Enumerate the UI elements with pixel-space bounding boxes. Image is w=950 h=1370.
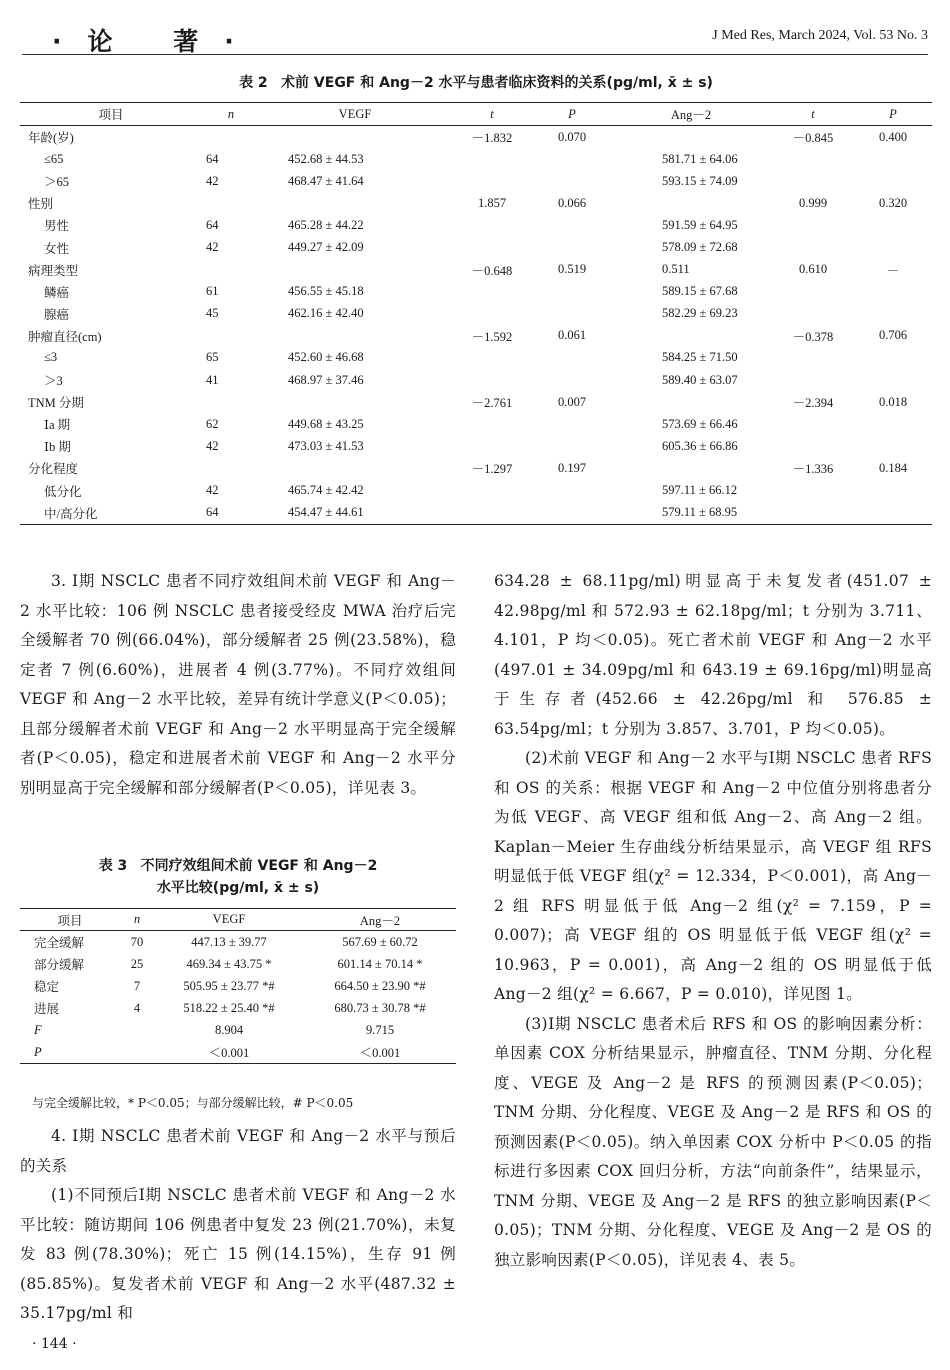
table-cell xyxy=(534,435,610,457)
table-cell xyxy=(202,126,260,149)
table-cell: 鳞癌 xyxy=(44,285,70,300)
table-cell xyxy=(120,1041,154,1064)
table2-header-cell: P xyxy=(534,103,610,126)
table-cell: 0.197 xyxy=(557,460,587,475)
table-row xyxy=(20,1041,456,1064)
table-cell xyxy=(450,502,534,525)
table2-body xyxy=(20,126,932,525)
table-cell: 62 xyxy=(206,416,219,431)
table-cell: 465.28 ± 44.22 xyxy=(288,217,364,232)
table2-header-row xyxy=(20,103,932,126)
table-row xyxy=(20,236,932,258)
paragraph-efficacy: 3. Ⅰ期 NSCLC 患者不同疗效组间术前 VEGF 和 Ang－2 水平比较：106 例 NSCLC 患者接受经皮 MWA 治疗后完全缓解者 70 例(66.04%)，部分缓解者 25 例(23.58%)，稳定者 7 例(6.60%)，进展者 4 例(3.77%)。不同疗效组间 VEGF 和 Ang－2 水平比较，差异有统计学意义(P＜0.05)；且部分缓解者术前 VEGF 和 Ang－2 水平明显高于完全缓解者(P＜0.05)，稳定和进展者术前 VEGF 和 Ang－2 水平分别明显高于完全缓解和部分缓解者(P＜0.05)，详见表 3。 xyxy=(20,572,456,797)
table-cell: 601.14 ± 70.14 * xyxy=(337,956,423,971)
table-cell xyxy=(854,214,932,236)
table-cell: 64 xyxy=(206,151,219,166)
table-row xyxy=(20,369,932,391)
table-cell: 452.68 ± 44.53 xyxy=(288,151,364,166)
table-cell: 进展 xyxy=(34,1002,60,1016)
table-cell xyxy=(534,369,610,391)
table-cell xyxy=(450,170,534,192)
table-cell xyxy=(534,170,610,192)
table-cell xyxy=(534,413,610,435)
table-cell: 0.320 xyxy=(878,195,908,210)
table-cell xyxy=(772,369,854,391)
table-row xyxy=(20,148,932,170)
table-cell xyxy=(260,457,450,479)
table-cell xyxy=(120,1019,154,1041)
table-row xyxy=(20,457,932,479)
table-cell: 0.999 xyxy=(798,195,828,210)
table-row xyxy=(20,126,932,149)
table-cell xyxy=(772,236,854,258)
table-cell: P xyxy=(34,1044,42,1059)
table-cell xyxy=(450,236,534,258)
table-cell: 518.22 ± 25.40 *# xyxy=(183,1000,275,1015)
table-cell xyxy=(534,502,610,525)
table-cell xyxy=(772,413,854,435)
table-cell: 45 xyxy=(206,306,219,321)
table-cell: 468.47 ± 41.64 xyxy=(288,173,364,188)
table3-label: 表 3 xyxy=(98,858,128,874)
table-cell xyxy=(854,480,932,502)
table-cell xyxy=(534,281,610,303)
table-cell: 468.97 ± 37.46 xyxy=(288,372,364,387)
table-cell: 8.904 xyxy=(214,1022,244,1037)
table-cell: 0.184 xyxy=(878,460,908,475)
table-cell xyxy=(772,435,854,457)
table-cell: 680.73 ± 30.78 *# xyxy=(334,1000,426,1015)
table-row xyxy=(20,192,932,214)
table-cell: 完全缓解 xyxy=(34,936,85,950)
table-cell xyxy=(260,259,450,281)
table2-header-cell: Ang－2 xyxy=(610,103,772,126)
table3-body xyxy=(20,931,456,1064)
table-cell xyxy=(534,303,610,325)
table-cell: 0.400 xyxy=(878,129,908,144)
table-cell: －2.394 xyxy=(792,396,834,411)
table3-caption xyxy=(20,855,456,899)
table-cell: 584.25 ± 71.50 xyxy=(662,350,738,365)
table2-title: 术前 VEGF 和 Ang－2 水平与患者临床资料的关系(pg/ml, x̄ ± s) xyxy=(281,75,713,91)
table2 xyxy=(20,102,932,525)
table-cell xyxy=(534,214,610,236)
table-cell: 567.69 ± 60.72 xyxy=(342,934,418,949)
table-cell xyxy=(854,148,932,170)
table-cell: 0.018 xyxy=(878,394,908,409)
table-cell: 64 xyxy=(206,217,219,232)
paragraph-cox: (3)Ⅰ期 NSCLC 患者术后 RFS 和 OS 的影响因素分析：单因素 COX 分析结果显示，肿瘤直径、TNM 分期、分化程度、VEGE 及 Ang－2 是 RFS 的预测因素(P＜0.05)；TNM 分期、分化程度、VEGE 及 Ang－2 是 RFS 和 OS 的预测因素(P＜0.05)。纳入单因素 COX 分析中 P＜0.05 的指标进行多因素 COX 回归分析，方法“向前条件”，结果显示，TNM 分期、VEGE 及 Ang－2 是 RFS 的独立影响因素(P＜0.05)；TNM 分期、分化程度、VEGE 及 Ang－2 是 OS 的独立影响因素(P＜0.05)，详见表 4、表 5。 xyxy=(494,1014,932,1269)
table-row xyxy=(20,435,932,457)
table3-header-cell: Ang－2 xyxy=(304,909,456,931)
header-rule xyxy=(22,54,928,55)
table-cell: －1.592 xyxy=(471,329,513,344)
table2-header-cell: t xyxy=(450,103,534,126)
table-cell xyxy=(610,457,772,479)
table-cell xyxy=(202,192,260,214)
table-cell: －1.336 xyxy=(792,462,834,477)
table-cell xyxy=(772,303,854,325)
table-cell: －0.845 xyxy=(792,131,834,146)
table-cell: 589.40 ± 63.07 xyxy=(662,372,738,387)
table-row xyxy=(20,347,932,369)
table-cell xyxy=(450,347,534,369)
table-cell: 1.857 xyxy=(477,195,507,210)
table-cell xyxy=(450,369,534,391)
table3-header-cell: 项目 xyxy=(20,909,120,931)
table-cell xyxy=(260,192,450,214)
table-cell: 7 xyxy=(133,978,141,993)
paragraph-rfs-os: (2)术前 VEGF 和 Ang－2 水平与Ⅰ期 NSCLC 患者 RFS 和 OS 的关系：根据 VEGF 和 Ang－2 中位值分别将患者分为低 VEGF、高 VEGF 组和低 Ang－2、高 Ang－2 组。Kaplan－Meier 生存曲线分析结果显示，高 VEGF 组 RFS 明显低于低 VEGF 组(χ² = 12.334，P＜0.001)，高 Ang－2 组 RFS 明显低于低 Ang－2 组(χ² = 7.159，P = 0.007)；高 VEGF 组的 OS 明显低于低 VEGF 组(χ² = 10.963，P = 0.001)，高 Ang－2 组的 OS 明显低于低 Ang－2 组(χ² = 6.667，P = 0.010)，详见图 1。 xyxy=(494,749,932,1003)
table2-header-cell: t xyxy=(772,103,854,126)
table-row xyxy=(20,931,456,954)
table-cell xyxy=(202,391,260,413)
table-cell: 597.11 ± 66.12 xyxy=(662,483,738,498)
table-cell xyxy=(450,413,534,435)
table-row xyxy=(20,391,932,413)
table2-header-cell: VEGF xyxy=(260,103,450,126)
table-cell: 61 xyxy=(206,284,219,299)
table-cell xyxy=(854,347,932,369)
table-cell xyxy=(854,435,932,457)
table-cell: 42 xyxy=(206,240,219,255)
table-cell: 低分化 xyxy=(44,484,82,499)
table-cell xyxy=(772,502,854,525)
table-row xyxy=(20,480,932,502)
table-row xyxy=(20,170,932,192)
table3-note: 与完全缓解比较，* P＜0.05；与部分缓解比较，# P＜0.05 xyxy=(32,1096,354,1110)
table-cell: 591.59 ± 64.95 xyxy=(662,217,738,232)
page-header xyxy=(22,14,928,54)
table-cell: 42 xyxy=(206,173,219,188)
table-row xyxy=(20,975,456,997)
table-cell: 0.511 xyxy=(662,262,690,277)
table-cell: －0.648 xyxy=(471,263,513,278)
table-cell: 0.706 xyxy=(878,328,908,343)
table-cell xyxy=(772,170,854,192)
table-cell xyxy=(772,347,854,369)
table-cell: ＜0.001 xyxy=(359,1046,401,1060)
paragraph-continued: 634.28 ± 68.11pg/ml)明显高于未复发者(451.07 ± 42.98pg/ml 和 572.93 ± 62.18pg/ml；t 分别为 3.711、4.101，P 均＜0.05)。死亡者术前 VEGF 和 Ang－2 水平(497.01 ± 34.09pg/ml 和 643.19 ± 69.16pg/ml)明显高于生存者(452.66 ± 42.26pg/ml 和 576.85 ± 63.54pg/ml；t 分别为 3.857、3.701，P 均＜0.05)。 xyxy=(494,572,932,738)
table-cell xyxy=(202,457,260,479)
table3-header-cell: n xyxy=(120,909,154,931)
table-cell xyxy=(772,148,854,170)
table-cell: 稳定 xyxy=(34,980,60,994)
table-cell: 42 xyxy=(206,438,219,453)
section-tag: ·论 著· xyxy=(52,27,260,56)
table-cell: 分化程度 xyxy=(28,462,79,477)
table-cell xyxy=(854,236,932,258)
table-cell: 部分缓解 xyxy=(34,958,85,972)
table-cell: 病理类型 xyxy=(28,263,79,278)
table-row xyxy=(20,953,456,975)
table-cell xyxy=(854,369,932,391)
table-cell xyxy=(610,325,772,347)
table-cell: 462.16 ± 42.40 xyxy=(288,306,364,321)
table-cell: 0.519 xyxy=(557,262,587,277)
table-cell xyxy=(202,325,260,347)
table-cell: 25 xyxy=(130,956,144,971)
table-cell xyxy=(260,325,450,347)
table-row xyxy=(20,413,932,435)
table-cell: 454.47 ± 44.61 xyxy=(288,505,364,520)
left-column-bottom xyxy=(20,1122,456,1329)
table-cell: 447.13 ± 39.77 xyxy=(191,934,267,949)
table-cell: 579.11 ± 68.95 xyxy=(662,505,738,520)
table3-header-row xyxy=(20,909,456,931)
right-column xyxy=(494,567,932,1275)
table2-header-cell: n xyxy=(202,103,260,126)
table-cell: －0.378 xyxy=(792,329,834,344)
table-cell xyxy=(534,480,610,502)
table-cell xyxy=(534,148,610,170)
table-cell: 582.29 ± 69.23 xyxy=(662,306,738,321)
table-cell xyxy=(610,391,772,413)
table-cell: ＞65 xyxy=(44,175,70,190)
page-number: · 144 · xyxy=(32,1336,77,1352)
table-cell: Ⅰa 期 xyxy=(44,418,71,433)
table-cell: 0.610 xyxy=(798,262,828,277)
left-column-top xyxy=(20,567,456,803)
table-cell: 女性 xyxy=(44,241,70,256)
table2-caption xyxy=(20,72,932,94)
table-cell: 449.27 ± 42.09 xyxy=(288,240,364,255)
table-cell: 473.03 ± 41.53 xyxy=(288,438,364,453)
table-row xyxy=(20,997,456,1019)
table-cell: 605.36 ± 66.86 xyxy=(662,438,738,453)
table-cell: 465.74 ± 42.42 xyxy=(288,483,364,498)
table-row xyxy=(20,1019,456,1041)
table3-title-line2: 水平比较(pg/ml, x̄ ± s) xyxy=(156,880,320,896)
table-cell: 0.070 xyxy=(557,129,587,144)
table-cell: 65 xyxy=(206,350,219,365)
table-cell: 男性 xyxy=(44,219,70,234)
table-cell: F xyxy=(34,1022,42,1037)
table-cell: Ⅰb 期 xyxy=(44,440,71,455)
table-cell: 性别 xyxy=(28,197,54,212)
table-cell: ＞3 xyxy=(44,374,63,389)
table-cell: ＜0.001 xyxy=(208,1046,250,1060)
table2-header-cell: 项目 xyxy=(20,103,202,126)
table-cell xyxy=(534,236,610,258)
table-cell: 42 xyxy=(206,483,219,498)
table-cell xyxy=(450,480,534,502)
table-cell xyxy=(854,281,932,303)
table-cell: 腺癌 xyxy=(44,307,70,322)
table3-header-cell: VEGF xyxy=(154,909,304,931)
table-cell: ≤3 xyxy=(44,350,58,365)
table-cell xyxy=(260,391,450,413)
table-cell xyxy=(854,170,932,192)
table-cell: 452.60 ± 46.68 xyxy=(288,350,364,365)
table-cell: －2.761 xyxy=(471,396,513,411)
table-cell: 581.71 ± 64.06 xyxy=(662,151,738,166)
table-cell: 589.15 ± 67.68 xyxy=(662,284,738,299)
table-cell: 593.15 ± 74.09 xyxy=(662,173,738,188)
table-cell: 456.55 ± 45.18 xyxy=(288,284,364,299)
table-cell xyxy=(450,303,534,325)
table-cell: 578.09 ± 72.68 xyxy=(662,240,738,255)
section4-heading: 4. Ⅰ期 NSCLC 患者术前 VEGF 和 Ang－2 水平与预后的关系 xyxy=(20,1127,456,1175)
journal-citation: J Med Res, March 2024, Vol. 53 No. 3 xyxy=(712,28,928,43)
table-cell: 505.95 ± 23.77 *# xyxy=(183,978,275,993)
table-cell xyxy=(534,347,610,369)
table-cell xyxy=(772,214,854,236)
table-cell: 9.715 xyxy=(365,1022,395,1037)
table-cell xyxy=(610,126,772,149)
table-cell: 0.066 xyxy=(557,195,587,210)
table2-header-cell: P xyxy=(854,103,932,126)
table-cell: 0.007 xyxy=(557,394,587,409)
table-row xyxy=(20,303,932,325)
table-row xyxy=(20,325,932,347)
table-cell: 41 xyxy=(206,372,219,387)
table-cell xyxy=(854,413,932,435)
table-cell: 肿瘤直径(cm) xyxy=(28,329,102,344)
table3 xyxy=(20,908,456,1064)
table-cell: － xyxy=(886,263,900,278)
table-cell xyxy=(450,281,534,303)
table-cell xyxy=(772,281,854,303)
table-cell: －1.297 xyxy=(471,462,513,477)
table-cell: 4 xyxy=(133,1000,141,1015)
table-cell xyxy=(772,480,854,502)
table2-label: 表 2 xyxy=(239,75,268,91)
table-cell xyxy=(450,148,534,170)
table-cell xyxy=(854,303,932,325)
table-cell: 0.061 xyxy=(557,328,587,343)
paragraph-prognosis: (1)不同预后Ⅰ期 NSCLC 患者术前 VEGF 和 Ang－2 水平比较：随访期间 106 例患者中复发 23 例(21.70%)，未复发 83 例(78.30%)；死亡 15 例(14.15%)，生存 91 例(85.85%)。复发者术前 VEGF 和 Ang－2 水平(487.32 ± 35.17pg/ml 和 xyxy=(20,1186,456,1322)
table-cell: 469.34 ± 43.75 * xyxy=(186,956,272,971)
table-cell: 70 xyxy=(130,934,144,949)
table-cell xyxy=(260,126,450,149)
table-row xyxy=(20,259,932,281)
table-cell: 中/高分化 xyxy=(44,506,98,521)
table-row xyxy=(20,214,932,236)
table-cell xyxy=(202,259,260,281)
table-row xyxy=(20,502,932,525)
table-row xyxy=(20,281,932,303)
table-cell xyxy=(854,502,932,525)
table-cell: 64 xyxy=(206,505,219,520)
table-cell xyxy=(450,435,534,457)
table-cell xyxy=(450,214,534,236)
table-cell: 449.68 ± 43.25 xyxy=(288,416,364,431)
table-cell xyxy=(610,192,772,214)
table-cell: TNM 分期 xyxy=(28,396,84,411)
table-cell: 年龄(岁) xyxy=(28,131,74,146)
table-cell: －1.832 xyxy=(471,131,513,146)
table-cell: 664.50 ± 23.90 *# xyxy=(334,978,426,993)
table3-title-line1: 不同疗效组间术前 VEGF 和 Ang－2 xyxy=(140,858,378,874)
table-cell: ≤65 xyxy=(44,151,64,166)
table-cell: 573.69 ± 66.46 xyxy=(662,416,738,431)
